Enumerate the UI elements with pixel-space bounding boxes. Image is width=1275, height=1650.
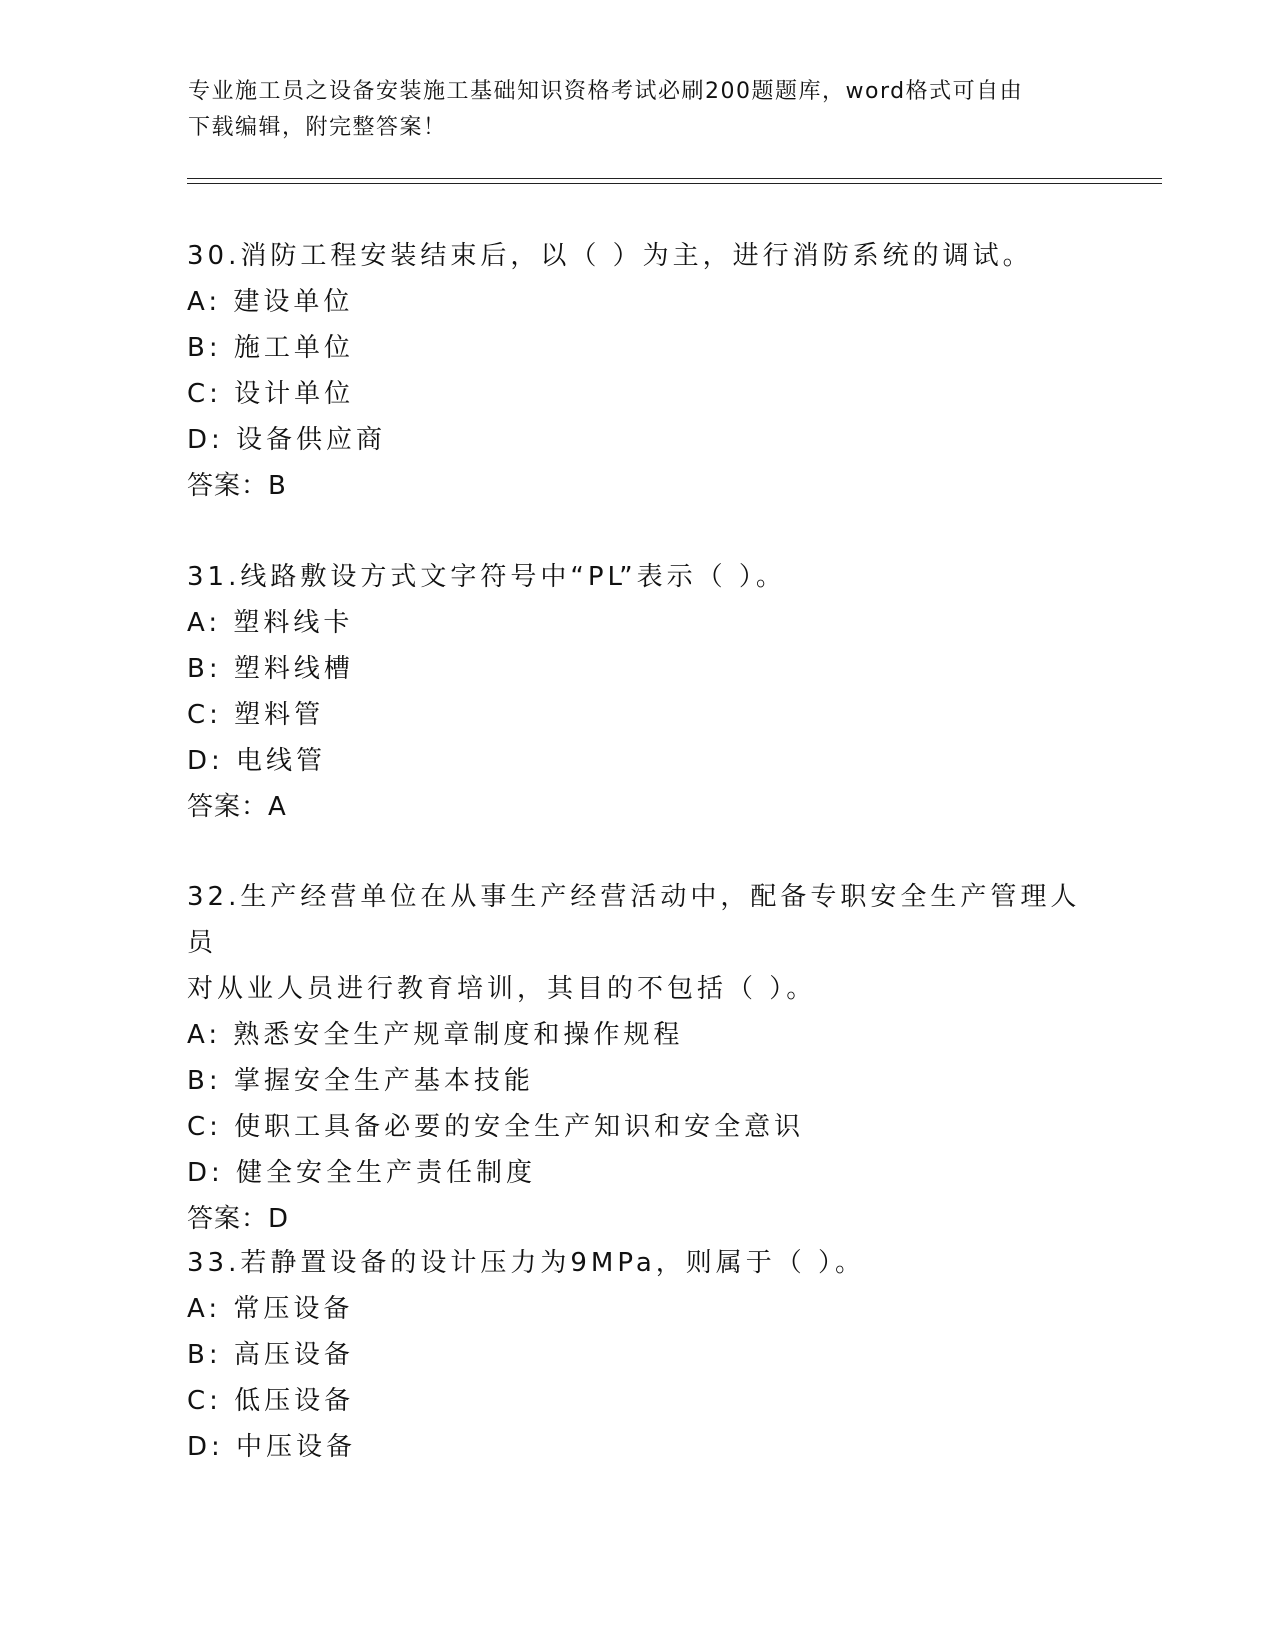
option-c: C: 使职工具备必要的安全生产知识和安全意识	[187, 1112, 805, 1142]
option-a: A: 常压设备	[187, 1294, 354, 1324]
question-stem-line-1: 32.生产经营单位在从事生产经营活动中，配备专职安全生产管理人员	[187, 882, 1081, 958]
option-a: A: 熟悉安全生产规章制度和操作规程	[187, 1020, 684, 1050]
option-c: C: 低压设备	[187, 1386, 355, 1416]
option-c: C: 设计单位	[187, 379, 355, 409]
option-a: A: 建设单位	[187, 287, 354, 317]
option-d: D: 中压设备	[187, 1432, 357, 1462]
option-d: D: 电线管	[187, 746, 327, 776]
question-30	[187, 233, 1087, 509]
header-title-line-1: 专业施工员之设备安装施工基础知识资格考试必刷200题题库，word格式可自由	[188, 79, 1024, 104]
answer-line: 答案：D	[187, 1204, 290, 1234]
question-stem: 33.若静置设备的设计压力为9MPa，则属于（ ）。	[187, 1248, 866, 1278]
question-33	[187, 1240, 1087, 1470]
option-b: B: 高压设备	[187, 1340, 354, 1370]
document-header	[188, 74, 1088, 146]
option-a: A: 塑料线卡	[187, 608, 354, 638]
question-32	[187, 874, 1087, 1242]
option-d: D: 设备供应商	[187, 425, 387, 455]
answer-line: 答案：A	[187, 792, 287, 822]
header-divider-bottom	[187, 183, 1162, 184]
header-divider-top	[187, 178, 1162, 179]
question-stem-line-2: 对从业人员进行教育培训，其目的不包括（ ）。	[187, 974, 817, 1004]
option-c: C: 塑料管	[187, 700, 325, 730]
question-stem: 31.线路敷设方式文字符号中“PL”表示（ ）。	[187, 562, 786, 592]
answer-line: 答案：B	[187, 471, 287, 501]
option-b: B: 塑料线槽	[187, 654, 354, 684]
option-b: B: 掌握安全生产基本技能	[187, 1066, 534, 1096]
option-b: B: 施工单位	[187, 333, 354, 363]
option-d: D: 健全安全生产责任制度	[187, 1158, 537, 1188]
header-title-line-2: 下载编辑，附完整答案！	[188, 115, 447, 140]
question-31	[187, 554, 1087, 830]
question-stem: 30.消防工程安装结束后，以（ ）为主，进行消防系统的调试。	[187, 241, 1033, 271]
